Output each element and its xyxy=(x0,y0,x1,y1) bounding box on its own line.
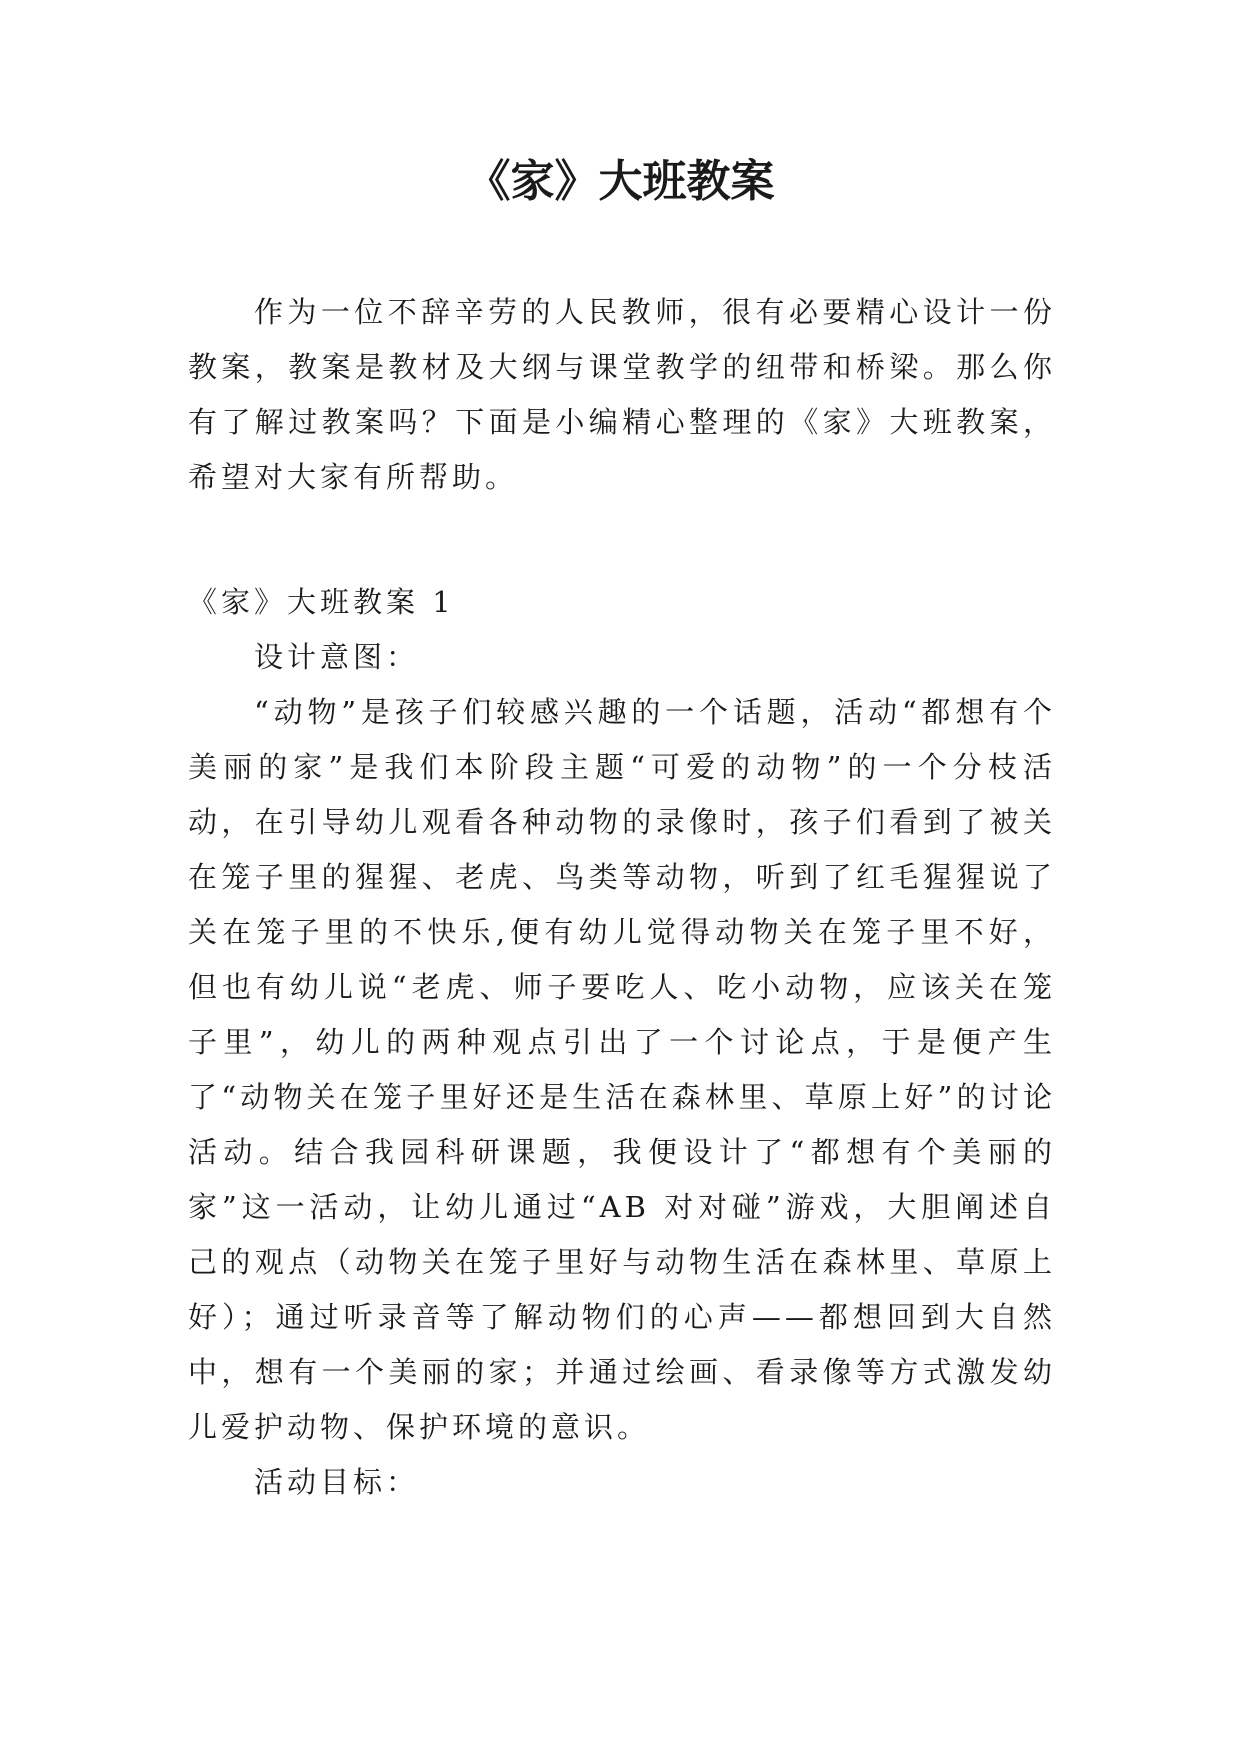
intro-block xyxy=(188,285,1056,505)
document-title: 《家》大班教案 xyxy=(466,156,775,207)
section-block xyxy=(188,575,1056,1510)
section-heading: 《家》大班教案 1 xyxy=(188,585,455,619)
design-intent-label: 设计意图： xyxy=(254,640,420,674)
activity-goals-label: 活动目标： xyxy=(254,1465,420,1499)
intro-paragraph: 作为一位不辞辛劳的人民教师，很有必要精心设计一份教案，教案是教材及大纲与课堂教学的纽带和桥梁。那么你有了解过教案吗？下面是小编精心整理的《家》大班教案，希望对大家有所帮助。 xyxy=(188,295,1056,494)
design-intent-paragraph: “动物”是孩子们较感兴趣的一个话题，活动“都想有个美丽的家”是我们本阶段主题“可爱的动物”的一个分枝活动，在引导幼儿观看各种动物的录像时，孩子们看到了被关在笼子里的猩猩、老虎、鸟类等动物，听到了红毛猩猩说了关在笼子里的不快乐,便有幼儿觉得动物关在笼子里不好，但也有幼儿说“老虎、师子要吃人、吃小动物，应该关在笼子里”，幼儿的两种观点引出了一个讨论点，于是便产生了“动物关在笼子里好还是生活在森林里、草原上好”的讨论活动。结合我园科研课题，我便设计了“都想有个美丽的家”这一活动，让幼儿通过“AB 对对碰”游戏，大胆阐述自己的观点（动物关在笼子里好与动物生活在森林里、草原上好）；通过听录音等了解动物们的心声——都想回到大自然中，想有一个美丽的家；并通过绘画、看录像等方式激发幼儿爱护动物、保护环境的意识。 xyxy=(188,695,1056,1444)
